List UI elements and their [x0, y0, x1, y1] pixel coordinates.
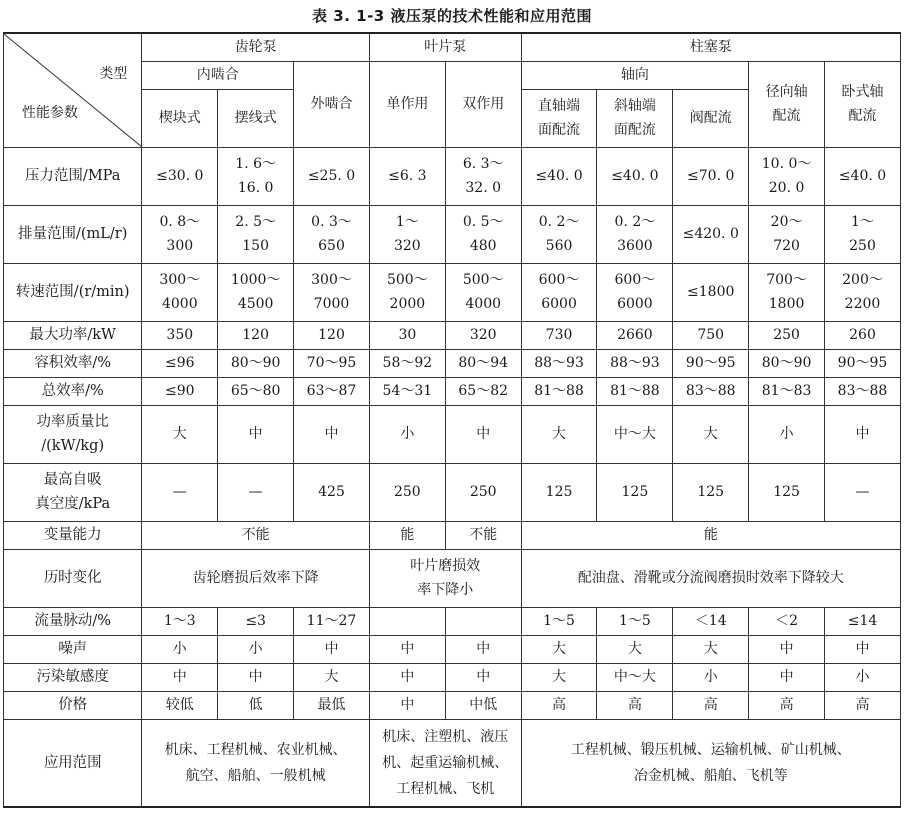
table-cell: ≤70. 0 — [673, 147, 749, 205]
table-cell: ≤25. 0 — [294, 147, 370, 205]
table-cell: 较低 — [142, 691, 218, 719]
table-cell: 能 — [521, 521, 900, 549]
table-cell: 小 — [218, 635, 294, 663]
table-cell: 83～88 — [825, 377, 901, 405]
type-double-acting: 双作用 — [445, 61, 521, 147]
table-cell: 0. 2～ 3600 — [597, 205, 673, 263]
table-cell: 11～27 — [294, 607, 370, 635]
table-cell: 63～87 — [294, 377, 370, 405]
table-cell: ≤40. 0 — [521, 147, 597, 205]
table-cell: 120 — [294, 321, 370, 349]
table-cell: 1000～ 4500 — [218, 263, 294, 321]
table-cell: 低 — [218, 691, 294, 719]
table-cell: 88～93 — [597, 349, 673, 377]
row-label: 噪声 — [4, 635, 142, 663]
table-cell: — — [825, 463, 901, 521]
table-row — [4, 405, 901, 463]
table-cell: 配油盘、滑靴或分流阀磨损时效率下降较大 — [521, 549, 900, 607]
table-cell: 中 — [218, 663, 294, 691]
table-cell: 300～ 7000 — [294, 263, 370, 321]
table-cell: 高 — [673, 691, 749, 719]
table-cell: 高 — [521, 691, 597, 719]
table-cell: ＜14 — [673, 607, 749, 635]
table-cell: 小 — [142, 635, 218, 663]
table-cell: 中 — [369, 663, 445, 691]
table-cell: 700～ 1800 — [749, 263, 825, 321]
table-cell: 81～88 — [521, 377, 597, 405]
table-row — [4, 635, 901, 663]
table-cell: 6. 3～ 32. 0 — [445, 147, 521, 205]
type-cycloid: 摆线式 — [218, 89, 294, 147]
row-label: 最大功率/kW — [4, 321, 142, 349]
table-cell: 中～大 — [597, 663, 673, 691]
type-oblique-axis: 斜轴端 面配流 — [597, 89, 673, 147]
pump-performance-table — [3, 32, 901, 808]
row-label: 转速范围/(r/min) — [4, 263, 142, 321]
table-cell: 中 — [825, 405, 901, 463]
table-cell: 730 — [521, 321, 597, 349]
table-cell: 中 — [218, 405, 294, 463]
table-caption: 表 3. 1-3 液压泵的技术性能和应用范围 — [312, 7, 592, 25]
type-radial: 径向轴 配流 — [749, 61, 825, 147]
corner-header-cell — [4, 33, 142, 147]
table-cell: 1～ 320 — [369, 205, 445, 263]
table-cell: 81～88 — [597, 377, 673, 405]
diagonal-divider — [4, 34, 141, 147]
table-cell: 1～5 — [521, 607, 597, 635]
table-cell: ≤40. 0 — [597, 147, 673, 205]
table-cell: 65～82 — [445, 377, 521, 405]
table-cell: 小 — [673, 663, 749, 691]
table-cell: ≤1800 — [673, 263, 749, 321]
type-single-acting: 单作用 — [369, 61, 445, 147]
table-cell: 机床、注塑机、液压 机、起重运输机械、 工程机械、飞机 — [369, 719, 521, 807]
table-cell: 2. 5～ 150 — [218, 205, 294, 263]
type-valve: 阀配流 — [673, 89, 749, 147]
group-piston-pump: 柱塞泵 — [521, 33, 900, 61]
table-cell: 0. 5～ 480 — [445, 205, 521, 263]
table-cell: ≤420. 0 — [673, 205, 749, 263]
table-cell: 中 — [294, 405, 370, 463]
row-label: 历时变化 — [4, 549, 142, 607]
table-cell: 中～大 — [597, 405, 673, 463]
table-cell: 125 — [673, 463, 749, 521]
table-cell: 600～ 6000 — [521, 263, 597, 321]
row-label: 总效率/% — [4, 377, 142, 405]
table-cell: 大 — [673, 405, 749, 463]
subgroup-axial: 轴向 — [521, 61, 749, 89]
table-row — [4, 349, 901, 377]
table-cell: 不能 — [445, 521, 521, 549]
table-cell: 小 — [749, 405, 825, 463]
row-label: 应用范围 — [4, 719, 142, 807]
table-cell: 80～90 — [218, 349, 294, 377]
table-cell: 能 — [369, 521, 445, 549]
table-cell: 600～ 6000 — [597, 263, 673, 321]
table-cell: 54～31 — [369, 377, 445, 405]
table-row — [4, 321, 901, 349]
table-cell: 中 — [749, 663, 825, 691]
table-cell: 250 — [749, 321, 825, 349]
table-cell: ＜2 — [749, 607, 825, 635]
type-horizontal: 卧式轴 配流 — [825, 61, 901, 147]
table-row — [4, 607, 901, 635]
row-label: 排量范围/(mL/r) — [4, 205, 142, 263]
table-cell: 大 — [521, 663, 597, 691]
table-cell: 大 — [142, 405, 218, 463]
table-cell: — — [142, 463, 218, 521]
table-cell: 83～88 — [673, 377, 749, 405]
table-cell: 425 — [294, 463, 370, 521]
row-label: 容积效率/% — [4, 349, 142, 377]
table-cell: 125 — [521, 463, 597, 521]
table-cell: 0. 8～ 300 — [142, 205, 218, 263]
table-cell: ≤90 — [142, 377, 218, 405]
table-cell: 中 — [294, 635, 370, 663]
row-label: 最高自吸 真空度/kPa — [4, 463, 142, 521]
group-gear-pump: 齿轮泵 — [142, 33, 370, 61]
table-cell: 20～ 720 — [749, 205, 825, 263]
table-cell: ≤96 — [142, 349, 218, 377]
table-row — [4, 377, 901, 405]
table-cell: ≤3 — [218, 607, 294, 635]
table-cell: 10. 0～ 20. 0 — [749, 147, 825, 205]
table-cell: 大 — [294, 663, 370, 691]
table-cell: 70～95 — [294, 349, 370, 377]
table-cell: 350 — [142, 321, 218, 349]
table-cell: 1～3 — [142, 607, 218, 635]
table-cell: 250 — [369, 463, 445, 521]
table-cell: 中 — [369, 691, 445, 719]
table-cell: 工程机械、锻压机械、运输机械、矿山机械、 冶金机械、船舶、飞机等 — [521, 719, 900, 807]
table-cell: 81～83 — [749, 377, 825, 405]
table-row — [4, 263, 901, 321]
table-row — [4, 719, 901, 807]
table-cell: 500～ 2000 — [369, 263, 445, 321]
table-row — [4, 521, 901, 549]
table-cell: 最低 — [294, 691, 370, 719]
row-label: 压力范围/MPa — [4, 147, 142, 205]
table-row — [4, 463, 901, 521]
table-cell: 0. 3～ 650 — [294, 205, 370, 263]
table-cell: 90～95 — [825, 349, 901, 377]
table-cell: 250 — [445, 463, 521, 521]
table-cell: 叶片磨损效 率下降小 — [369, 549, 521, 607]
table-cell: 高 — [749, 691, 825, 719]
table-row — [4, 663, 901, 691]
table-cell — [445, 607, 521, 635]
table-cell: 高 — [825, 691, 901, 719]
table-cell: ≤6. 3 — [369, 147, 445, 205]
table-cell: 0. 2～ 560 — [521, 205, 597, 263]
subgroup-internal-mesh: 内啮合 — [142, 61, 294, 89]
table-cell: 1. 6～ 16. 0 — [218, 147, 294, 205]
table-cell: 30 — [369, 321, 445, 349]
table-cell: 1～ 250 — [825, 205, 901, 263]
table-cell: 大 — [673, 635, 749, 663]
table-cell: 58～92 — [369, 349, 445, 377]
table-cell — [369, 607, 445, 635]
row-label: 流量脉动/% — [4, 607, 142, 635]
table-cell: 不能 — [142, 521, 370, 549]
table-cell: 125 — [749, 463, 825, 521]
table-cell: 80～94 — [445, 349, 521, 377]
table-cell: 齿轮磨损后效率下降 — [142, 549, 370, 607]
type-wedge: 楔块式 — [142, 89, 218, 147]
table-cell: 1～5 — [597, 607, 673, 635]
table-cell: — — [218, 463, 294, 521]
type-straight-axis: 直轴端 面配流 — [521, 89, 597, 147]
table-cell: 小 — [369, 405, 445, 463]
table-cell: 机床、工程机械、农业机械、 航空、船舶、一般机械 — [142, 719, 370, 807]
table-cell: 88～93 — [521, 349, 597, 377]
table-cell: 750 — [673, 321, 749, 349]
table-cell: 中 — [445, 405, 521, 463]
table-row — [4, 549, 901, 607]
table-cell: 260 — [825, 321, 901, 349]
table-cell: 大 — [521, 635, 597, 663]
table-cell: 大 — [521, 405, 597, 463]
table-row — [4, 691, 901, 719]
table-cell: 中 — [825, 635, 901, 663]
table-cell: 小 — [825, 663, 901, 691]
table-cell: 中 — [445, 663, 521, 691]
row-label: 变量能力 — [4, 521, 142, 549]
table-row — [4, 147, 901, 205]
table-cell: 中 — [142, 663, 218, 691]
row-label: 功率质量比 /(kW/kg) — [4, 405, 142, 463]
table-cell: 大 — [597, 635, 673, 663]
table-cell: 120 — [218, 321, 294, 349]
group-vane-pump: 叶片泵 — [369, 33, 521, 61]
table-cell: 高 — [597, 691, 673, 719]
table-cell: 65～80 — [218, 377, 294, 405]
table-cell: 中 — [369, 635, 445, 663]
table-cell: 200～ 2200 — [825, 263, 901, 321]
table-cell: 80～90 — [749, 349, 825, 377]
table-cell: 中 — [749, 635, 825, 663]
table-cell: 125 — [597, 463, 673, 521]
corner-label-type: 类型 — [99, 66, 128, 82]
table-cell: ≤40. 0 — [825, 147, 901, 205]
table-cell: 中 — [445, 635, 521, 663]
row-label: 污染敏感度 — [4, 663, 142, 691]
table-row — [4, 205, 901, 263]
table-cell: ≤30. 0 — [142, 147, 218, 205]
corner-label-params: 性能参数 — [22, 104, 78, 121]
table-cell: ≤14 — [825, 607, 901, 635]
table-cell: 中低 — [445, 691, 521, 719]
type-external-mesh: 外啮合 — [294, 61, 370, 147]
table-cell: 90～95 — [673, 349, 749, 377]
table-cell: 300～ 4000 — [142, 263, 218, 321]
table-cell: 500～ 4000 — [445, 263, 521, 321]
table-cell: 2660 — [597, 321, 673, 349]
row-label: 价格 — [4, 691, 142, 719]
table-cell: 320 — [445, 321, 521, 349]
